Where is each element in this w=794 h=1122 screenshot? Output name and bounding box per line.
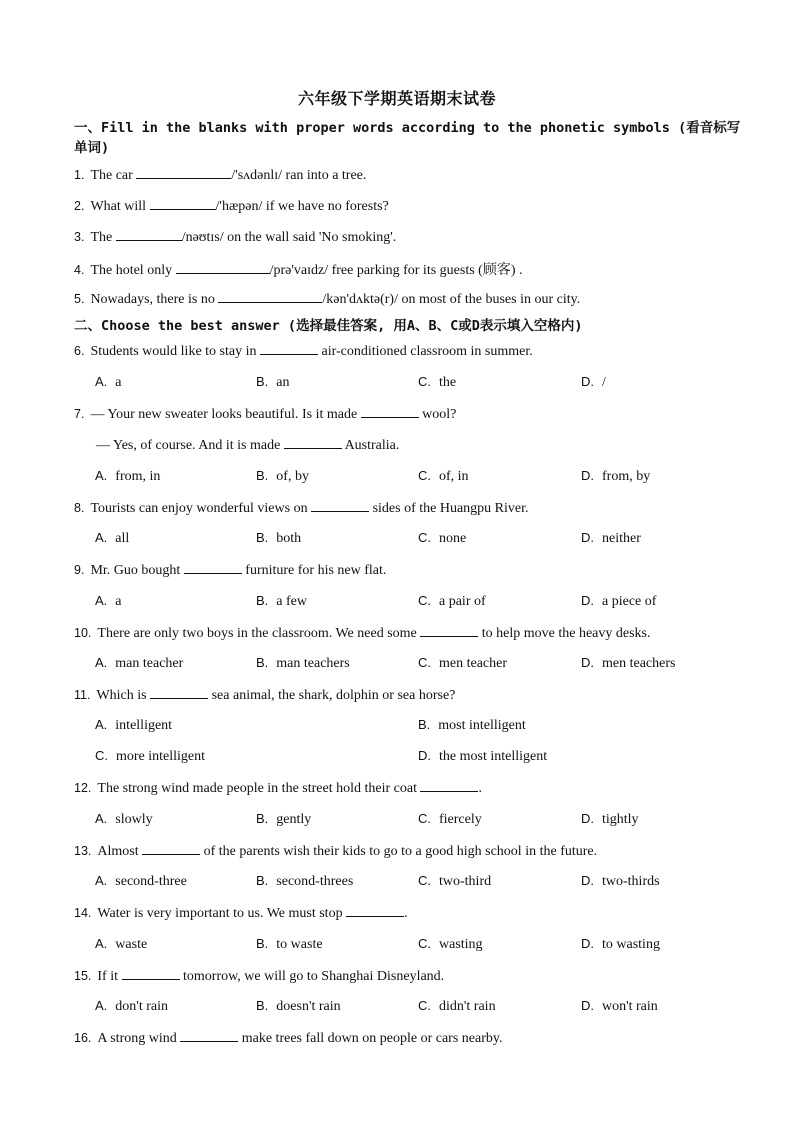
option-text: gently xyxy=(276,812,312,827)
options-7 xyxy=(95,468,735,486)
question-number: 5. xyxy=(74,292,85,306)
option-b[interactable] xyxy=(256,936,323,953)
answer-blank[interactable] xyxy=(150,686,208,699)
option-d[interactable] xyxy=(581,873,660,890)
option-d[interactable] xyxy=(418,748,547,765)
option-c[interactable] xyxy=(418,530,466,547)
question-number: 6. xyxy=(74,344,85,358)
option-letter: A. xyxy=(95,998,108,1013)
option-b[interactable] xyxy=(256,873,353,890)
question-text-pre: If it xyxy=(97,969,118,984)
option-text: more intelligent xyxy=(116,749,206,764)
option-letter: B. xyxy=(256,593,269,608)
question-text-post: tomorrow, we will go to Shanghai Disneyland. xyxy=(183,969,445,984)
question-7-line2 xyxy=(96,436,399,454)
question-number: 8. xyxy=(74,501,85,515)
answer-blank[interactable] xyxy=(361,405,419,418)
option-text: two-third xyxy=(439,874,492,889)
option-text: a xyxy=(115,594,122,609)
option-text: all xyxy=(115,531,130,546)
question-1 xyxy=(74,166,366,184)
option-letter: D. xyxy=(581,936,594,951)
option-text: the xyxy=(439,375,457,390)
option-letter: B. xyxy=(418,717,431,732)
question-7 xyxy=(74,405,456,423)
answer-blank[interactable] xyxy=(420,624,478,637)
option-d[interactable] xyxy=(581,936,660,953)
question-11 xyxy=(74,686,455,704)
option-text: won't rain xyxy=(602,999,658,1014)
option-a[interactable] xyxy=(95,811,153,828)
section-2-heading: 二、Choose the best answer (选择最佳答案, 用A、B、C或D表示填入空格内) xyxy=(74,318,583,334)
question-text-pre: Water is very important to us. We must stop xyxy=(97,906,343,921)
option-letter: A. xyxy=(95,655,108,670)
option-d[interactable] xyxy=(581,655,675,672)
question-text-post: wool? xyxy=(422,407,457,422)
option-a[interactable] xyxy=(95,374,122,391)
question-text-pre: There are only two boys in the classroom. We need some xyxy=(97,626,417,641)
question-4 xyxy=(74,259,522,279)
question-text-pre: The car xyxy=(90,168,133,183)
option-letter: B. xyxy=(256,374,269,389)
answer-blank[interactable] xyxy=(218,290,322,303)
question-text-post: /prə'vaɪdz/ free parking for its guests (顾客) . xyxy=(269,263,523,278)
option-c[interactable] xyxy=(418,655,507,672)
question-text-post: /'sʌdənlɪ/ ran into a tree. xyxy=(231,168,367,183)
option-letter: B. xyxy=(256,530,269,545)
option-letter: A. xyxy=(95,593,108,608)
option-letter: D. xyxy=(418,748,431,763)
question-number: 15. xyxy=(74,969,92,983)
option-text: a pair of xyxy=(439,594,486,609)
option-d[interactable] xyxy=(581,811,639,828)
question-number: 14. xyxy=(74,906,92,920)
option-c[interactable] xyxy=(95,748,205,765)
question-number: 2. xyxy=(74,199,85,213)
option-letter: B. xyxy=(256,655,269,670)
question-text-post: . xyxy=(478,781,482,796)
option-b[interactable] xyxy=(256,998,341,1015)
question-text-pre: The strong wind made people in the street hold their coat xyxy=(97,781,417,796)
option-letter: A. xyxy=(95,873,108,888)
options-9 xyxy=(95,593,735,611)
question-text-post: furniture for his new flat. xyxy=(245,563,387,578)
option-a[interactable] xyxy=(95,593,122,610)
option-letter: A. xyxy=(95,936,108,951)
question-number: 3. xyxy=(74,230,85,244)
option-b[interactable] xyxy=(256,374,290,391)
option-letter: A. xyxy=(95,374,108,389)
question-14 xyxy=(74,904,408,922)
option-letter: B. xyxy=(256,811,269,826)
question-text-post: air-conditioned classroom in summer. xyxy=(321,344,533,359)
question-text-pre: Mr. Guo bought xyxy=(90,563,181,578)
option-text: men teachers xyxy=(602,656,676,671)
question-8 xyxy=(74,499,529,517)
question-text-post: Australia. xyxy=(344,438,400,453)
options-8 xyxy=(95,530,735,548)
option-text: both xyxy=(276,531,302,546)
option-text: a xyxy=(115,375,122,390)
section-1-heading xyxy=(74,118,754,158)
option-text: an xyxy=(276,375,290,390)
option-d[interactable] xyxy=(581,998,658,1015)
question-text-post: sides of the Huangpu River. xyxy=(372,501,529,516)
option-text: didn't rain xyxy=(439,999,496,1014)
question-2 xyxy=(74,197,389,215)
option-a[interactable] xyxy=(95,655,183,672)
options-11-row2 xyxy=(95,748,735,766)
question-16 xyxy=(74,1029,502,1047)
option-c[interactable] xyxy=(418,873,491,890)
option-text: slowly xyxy=(115,812,153,827)
answer-blank[interactable] xyxy=(122,967,180,980)
question-number: 7. xyxy=(74,407,85,421)
answer-blank[interactable] xyxy=(136,166,231,179)
option-c[interactable] xyxy=(418,936,483,953)
option-a[interactable] xyxy=(95,468,160,485)
question-number: 1. xyxy=(74,168,85,182)
option-text: of, in xyxy=(439,469,469,484)
option-letter: D. xyxy=(581,468,594,483)
option-text: man teachers xyxy=(276,656,350,671)
option-a[interactable] xyxy=(95,998,168,1015)
option-text: none xyxy=(439,531,467,546)
option-b[interactable] xyxy=(256,811,311,828)
option-d[interactable] xyxy=(581,374,606,391)
question-6 xyxy=(74,342,533,360)
option-letter: A. xyxy=(95,811,108,826)
question-text-pre: Which is xyxy=(96,688,147,703)
option-letter: C. xyxy=(418,936,431,951)
question-number: 11. xyxy=(74,688,91,702)
option-text: of, by xyxy=(276,469,309,484)
options-11-row1 xyxy=(95,717,735,735)
option-letter: D. xyxy=(581,655,594,670)
option-letter: C. xyxy=(418,374,431,389)
question-number: 16. xyxy=(74,1031,92,1045)
option-c[interactable] xyxy=(418,811,482,828)
option-letter: C. xyxy=(418,655,431,670)
option-b[interactable] xyxy=(256,593,307,610)
answer-blank[interactable] xyxy=(176,261,270,274)
option-text: men teacher xyxy=(439,656,508,671)
question-text-pre: — Yes, of course. And it is made xyxy=(96,438,281,453)
option-letter: D. xyxy=(581,593,594,608)
option-letter: D. xyxy=(581,374,594,389)
option-b[interactable] xyxy=(256,655,350,672)
option-letter: B. xyxy=(256,468,269,483)
question-number: 10. xyxy=(74,626,92,640)
question-9 xyxy=(74,561,386,579)
option-letter: C. xyxy=(418,468,431,483)
option-c[interactable] xyxy=(418,593,486,610)
option-text: second-three xyxy=(115,874,187,889)
question-number: 12. xyxy=(74,781,92,795)
option-text: wasting xyxy=(439,937,483,952)
option-letter: C. xyxy=(418,998,431,1013)
option-letter: B. xyxy=(256,873,269,888)
option-letter: C. xyxy=(95,748,108,763)
options-15 xyxy=(95,998,735,1016)
options-12 xyxy=(95,811,735,829)
option-text: / xyxy=(602,375,606,390)
options-6 xyxy=(95,374,735,392)
option-text: from, in xyxy=(115,469,161,484)
option-letter: A. xyxy=(95,468,108,483)
option-text: most intelligent xyxy=(438,718,526,733)
section-1-heading-line1: 一、Fill in the blanks with proper words according to the phonetic symbols (看音标写 xyxy=(74,120,741,136)
option-letter: B. xyxy=(256,936,269,951)
question-13 xyxy=(74,842,597,860)
question-text-post: of the parents wish their kids to go to a good high school in the future. xyxy=(203,844,598,859)
option-text: second-threes xyxy=(276,874,354,889)
answer-blank[interactable] xyxy=(116,228,182,241)
question-text-post: make trees fall down on people or cars nearby. xyxy=(241,1031,503,1046)
answer-blank[interactable] xyxy=(180,1029,238,1042)
option-a[interactable] xyxy=(95,530,129,547)
question-text-post: /'hæpən/ if we have no forests? xyxy=(215,199,389,214)
question-number: 4. xyxy=(74,263,85,277)
option-letter: A. xyxy=(95,530,108,545)
answer-blank[interactable] xyxy=(142,842,200,855)
question-text-pre: The xyxy=(90,230,113,245)
option-text: from, by xyxy=(602,469,651,484)
question-text-post: sea animal, the shark, dolphin or sea horse? xyxy=(211,688,456,703)
option-a[interactable] xyxy=(95,936,147,953)
option-text: a piece of xyxy=(602,594,657,609)
option-letter: B. xyxy=(256,998,269,1013)
option-letter: A. xyxy=(95,717,108,732)
option-d[interactable] xyxy=(581,530,641,547)
question-number: 13. xyxy=(74,844,92,858)
answer-blank[interactable] xyxy=(346,904,404,917)
option-text: fiercely xyxy=(439,812,482,827)
page-title: 六年级下学期英语期末试卷 xyxy=(297,89,496,108)
question-text-pre: Students would like to stay in xyxy=(90,344,257,359)
answer-blank[interactable] xyxy=(150,197,216,210)
question-text-pre: Nowadays, there is no xyxy=(90,292,215,307)
answer-blank[interactable] xyxy=(284,436,342,449)
option-letter: C. xyxy=(418,811,431,826)
option-letter: C. xyxy=(418,873,431,888)
question-text-post: /nəʊtɪs/ on the wall said 'No smoking'. xyxy=(181,230,397,245)
option-letter: D. xyxy=(581,811,594,826)
option-d[interactable] xyxy=(581,468,650,485)
option-a[interactable] xyxy=(95,873,187,890)
question-15 xyxy=(74,967,444,985)
question-text-pre: — Your new sweater looks beautiful. Is it made xyxy=(90,407,358,422)
option-text: don't rain xyxy=(115,999,168,1014)
option-letter: C. xyxy=(418,593,431,608)
option-letter: D. xyxy=(581,530,594,545)
option-text: two-thirds xyxy=(602,874,660,889)
option-text: tightly xyxy=(602,812,639,827)
question-text-pre: A strong wind xyxy=(97,1031,177,1046)
answer-blank[interactable] xyxy=(420,779,478,792)
option-text: to wasting xyxy=(602,937,660,952)
question-text-post: . xyxy=(404,906,408,921)
option-text: the most intelligent xyxy=(439,749,548,764)
question-12 xyxy=(74,779,482,797)
option-c[interactable] xyxy=(418,468,469,485)
question-text-post: /kən'dʌktə(r)/ on most of the buses in our city. xyxy=(322,292,581,307)
options-13 xyxy=(95,873,735,891)
option-text: waste xyxy=(115,937,148,952)
question-5 xyxy=(74,290,580,308)
option-letter: D. xyxy=(581,998,594,1013)
answer-blank[interactable] xyxy=(311,499,369,512)
option-b[interactable] xyxy=(256,530,301,547)
option-a[interactable] xyxy=(95,717,172,734)
options-14 xyxy=(95,936,735,954)
option-c[interactable] xyxy=(418,374,456,391)
answer-blank[interactable] xyxy=(260,342,318,355)
answer-blank[interactable] xyxy=(184,561,242,574)
option-b[interactable] xyxy=(418,717,526,734)
options-10 xyxy=(95,655,735,673)
question-text-pre: Almost xyxy=(97,844,139,859)
question-10 xyxy=(74,624,651,642)
option-text: to waste xyxy=(276,937,323,952)
question-number: 9. xyxy=(74,563,85,577)
question-text-post: to help move the heavy desks. xyxy=(481,626,651,641)
option-d[interactable] xyxy=(581,593,656,610)
option-text: a few xyxy=(276,594,307,609)
option-text: intelligent xyxy=(115,718,173,733)
option-b[interactable] xyxy=(256,468,309,485)
option-text: doesn't rain xyxy=(276,999,341,1014)
option-text: neither xyxy=(602,531,641,546)
option-text: man teacher xyxy=(115,656,184,671)
question-3 xyxy=(74,228,396,246)
question-text-pre: The hotel only xyxy=(90,263,173,278)
question-text-pre: What will xyxy=(90,199,147,214)
section-1-heading-line2: 单词) xyxy=(74,140,110,156)
option-c[interactable] xyxy=(418,998,496,1015)
option-letter: C. xyxy=(418,530,431,545)
option-letter: D. xyxy=(581,873,594,888)
question-text-pre: Tourists can enjoy wonderful views on xyxy=(90,501,308,516)
